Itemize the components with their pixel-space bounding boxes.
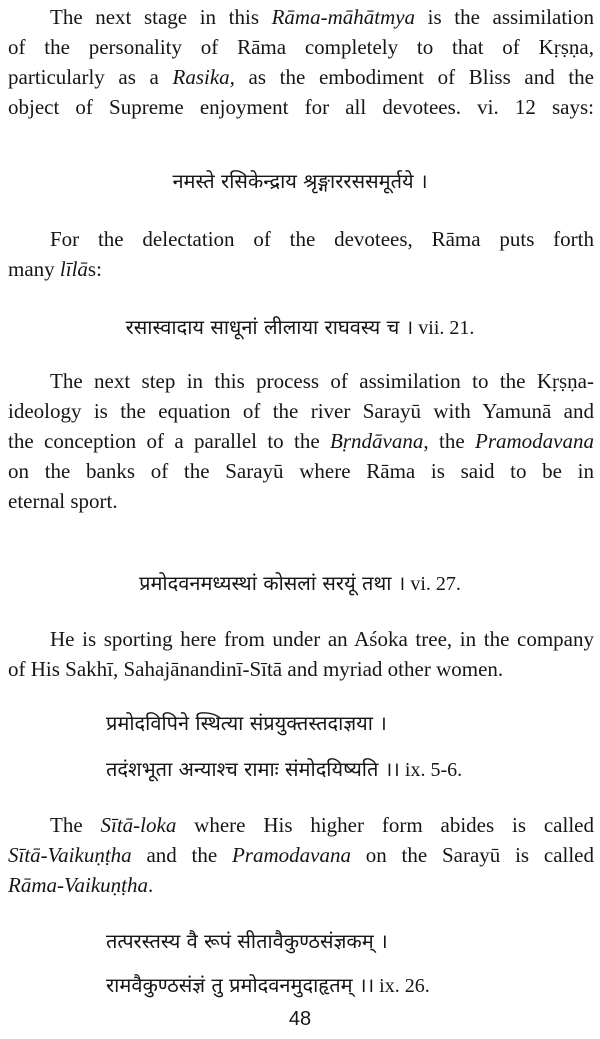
italic-term: Bṛndāvana (330, 429, 424, 453)
text-run: many (8, 257, 60, 281)
verse-text: तदंशभूता अन्याश्च रामाः संमोदयिष्यति ।। (106, 757, 400, 781)
text-run: particularly as a (8, 65, 173, 89)
sanskrit-verse-2 (0, 312, 600, 343)
text-run: s: (87, 257, 102, 281)
italic-term: Rāma-māhātmya (271, 5, 416, 29)
paragraph-3-line-2: ideology is the equation of the river Sarayū with Yamunā and (8, 399, 594, 423)
sanskrit-verse-3 (0, 568, 600, 599)
text-run: , the (423, 429, 475, 453)
paragraph-4 (8, 624, 594, 684)
paragraph-1-line-1 (8, 2, 594, 32)
paragraph-2-line-1: For the delectation of the devotees, Rāma puts forth (50, 227, 594, 251)
paragraph-3-line-1: The next step in this process of assimilation to the Kṛṣṇa- (50, 369, 594, 393)
italic-term: Rāma-Vaikuṇṭha (8, 873, 148, 897)
paragraph-3 (8, 366, 594, 516)
italic-term: Sītā-loka (100, 813, 177, 837)
verse-reference: vii. 21. (413, 317, 475, 339)
paragraph-4-line-1: He is sporting here from under an Aśoka tree, in the company (50, 627, 594, 651)
paragraph-5-line-2 (8, 840, 594, 870)
verse-reference: ix. 26. (374, 975, 430, 997)
text-run: and the (131, 843, 232, 867)
sanskrit-verse-1: नमस्ते रसिकेन्द्राय श्रृङ्गाररससमूर्तये । (172, 169, 428, 193)
verse-text: प्रमोदवनमध्यस्थां कोसलां सरयूं तथा । (139, 571, 406, 595)
paragraph-5-line-3 (8, 870, 594, 900)
text-run: on the Sarayū is called (350, 843, 594, 867)
verse-text: रामवैकुण्ठसंज्ञं तु प्रमोदवनमुदाहृतम् ।। (106, 973, 375, 997)
paragraph-1-line-2: of the personality of Rāma completely to that of Kṛṣṇa, (8, 35, 594, 59)
paragraph-1-line-3 (8, 62, 594, 92)
verse-text: रसास्वादाय साधूनां लीलाया राघवस्य च । (125, 315, 414, 339)
paragraph-2 (8, 224, 594, 284)
text-run: as the embodiment of Bliss and the (234, 65, 594, 89)
paragraph-3-line-5: eternal sport. (8, 489, 118, 513)
text-run: where His higher form abides is called (176, 813, 594, 837)
text-run: The next stage in this (50, 5, 272, 29)
text-run: the conception of a parallel to the (8, 429, 331, 453)
italic-term: Pramodavana (475, 429, 594, 453)
paragraph-5-line-1 (8, 810, 594, 840)
italic-term: Pramodavana (231, 843, 351, 867)
sanskrit-verse-4-line-2 (106, 754, 462, 785)
verse-reference: ix. 5-6. (399, 759, 463, 781)
verse-reference: vi. 27. (405, 573, 461, 595)
sanskrit-verse-4-line-1: प्रमोदविपिने स्थित्या संप्रयुक्तस्तदाज्ञया । (106, 711, 387, 735)
italic-term: Sītā-Vaikuṇṭha (8, 843, 132, 867)
paragraph-4-line-2: of His Sakhī, Sahajānandinī-Sītā and myriad other women. (8, 657, 504, 681)
text-run: The (50, 813, 101, 837)
sanskrit-verse-5-line-2 (106, 970, 430, 1001)
sanskrit-verse-5-line-1: तत्परस्तस्य वै रूपं सीतावैकुण्ठसंज्ञकम् । (106, 929, 388, 953)
paragraph-1-line-4: object of Supreme enjoyment for all devotees. vi. 12 says: (8, 95, 594, 119)
paragraph-2-line-2 (8, 254, 594, 284)
paragraph-3-line-3 (8, 426, 594, 456)
italic-term: līlā (59, 257, 88, 281)
paragraph-5 (8, 810, 594, 900)
paragraph-3-line-4: on the banks of the Sarayū where Rāma is said to be in (8, 459, 594, 483)
text-run: is the assimilation (415, 5, 594, 29)
italic-term: Rasika, (172, 65, 235, 89)
paragraph-1 (8, 2, 594, 122)
text-run: . (147, 873, 154, 897)
page-number: 48 (288, 1008, 312, 1030)
